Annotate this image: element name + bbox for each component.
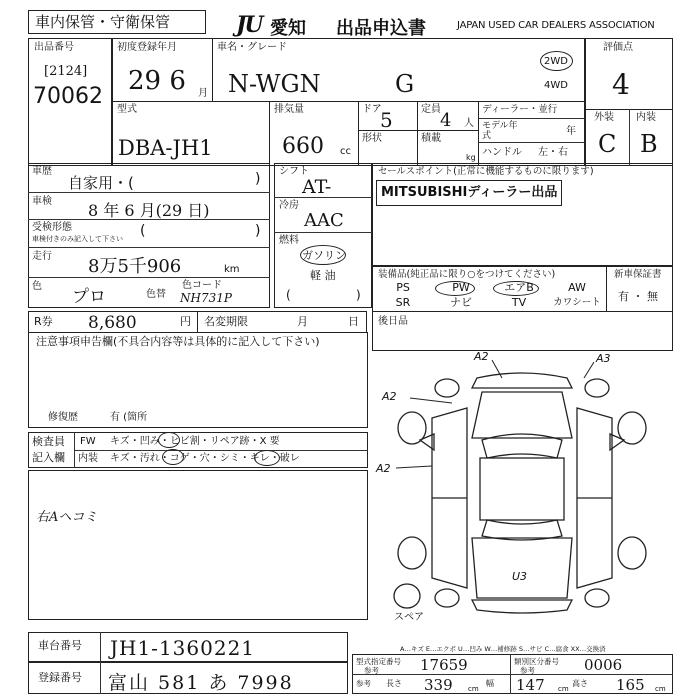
fw-label: FW <box>80 436 96 447</box>
model-year-unit: 年 <box>566 126 576 137</box>
color-value: プロ <box>72 287 106 307</box>
exterior-label: 外装 <box>594 112 614 123</box>
drive-2wd-option: 2WD <box>544 56 568 67</box>
equipment-item: AW <box>568 281 586 294</box>
score-label: 評価点 <box>603 42 633 53</box>
hood <box>472 392 572 438</box>
inspection-col-divider <box>74 432 75 468</box>
wheel-top-left <box>435 379 459 397</box>
damage-mark: A2 <box>382 390 397 403</box>
stain-circle-mark <box>254 450 280 466</box>
exterior-grade: C <box>598 130 617 158</box>
damage-pointer-2 <box>584 362 594 378</box>
width-value: 147 <box>516 676 545 694</box>
equipment-item: SR <box>395 296 411 309</box>
dimension-ref-label: 参考 <box>356 679 371 688</box>
width-label: 幅 <box>486 679 494 688</box>
storage-note: 車内保管・守衛保管 <box>28 10 206 34</box>
plate-label: 登録番号 <box>38 671 82 684</box>
fuel-gasoline-circle <box>300 245 346 265</box>
pw-circle <box>435 281 475 296</box>
name-change-label: 名変期限 <box>204 315 248 328</box>
vehicle-diagram <box>372 348 672 638</box>
dirt-circle-mark <box>162 449 184 465</box>
type-label: 型式 <box>117 104 137 115</box>
interior-grade: B <box>640 130 658 158</box>
selling-point-box <box>372 163 673 266</box>
equipment-item: ナビ <box>450 296 472 309</box>
handle-options: 左・右 <box>538 147 568 158</box>
payload-unit: kg <box>466 153 476 162</box>
lot-code: [2124] <box>44 64 88 79</box>
inspection-form-bracket-close: ) <box>255 223 261 239</box>
payload-label: 積載 <box>421 133 441 144</box>
damage-pointer-3 <box>410 398 452 403</box>
inspection-row-divider <box>74 450 368 451</box>
type-value: DBA-JH1 <box>118 136 213 160</box>
dealer-label: ディーラー・並行 <box>482 104 558 115</box>
damage-mark: A3 <box>596 352 611 365</box>
model-label: 車名・グレード <box>217 42 287 53</box>
fw-text: キズ・凹み・ヒビ割・リペア跡・X 要 <box>110 436 280 447</box>
chassis-divider <box>100 632 101 662</box>
spare-tire <box>394 584 420 608</box>
damage-legend: A…キズ E…エクボ U…凹み W…補修跡 S…サビ C…腐食 XX…交換済 <box>400 645 606 653</box>
displacement-unit: cc <box>340 146 351 157</box>
dent-circle-mark <box>158 432 180 448</box>
year-divider <box>478 142 585 143</box>
inspection-form-bracket: ( <box>140 223 146 239</box>
remarks-area <box>28 470 368 620</box>
capacity-value: 4 <box>440 110 452 131</box>
spec-label: 型式指定番号 <box>356 657 401 666</box>
fuel-bracket: ( <box>286 288 291 302</box>
damage-mark: A2 <box>474 350 489 363</box>
first-registration-label: 初度登録年月 <box>117 42 177 53</box>
shift-label: シフト <box>279 166 309 177</box>
name-change-month: 月 <box>297 315 308 328</box>
fuel-label: 燃料 <box>279 235 299 246</box>
interior-check-label: 内装 <box>78 453 98 464</box>
repair-history-label: 修復歴 <box>48 412 78 423</box>
recycle-label: R券 <box>34 315 53 328</box>
color-code-label: 色コード <box>182 280 222 291</box>
dealer-stamp: MITSUBISHIディーラー出品 <box>376 180 562 206</box>
drive-4wd-option: 4WD <box>544 80 568 91</box>
spec-ref-label: 参考 <box>364 666 379 675</box>
fuel-option-gasoline: ガソリン <box>302 249 346 262</box>
history-row-line-1 <box>28 192 270 193</box>
wheel-bottom-right <box>585 589 609 607</box>
model-year-label: モデル年式 <box>482 121 518 141</box>
rear-bumper <box>472 600 572 613</box>
first-registration-month-unit: 月 <box>198 88 208 99</box>
class-label: 類別区分番号 <box>514 657 559 666</box>
rear-window <box>482 520 562 540</box>
capacity-unit: 人 <box>464 118 474 129</box>
usage-label: 車歴 <box>32 166 52 177</box>
later-items-label: 後日品 <box>378 316 408 327</box>
spare-label: スペア <box>394 612 424 623</box>
spec-col-divider <box>510 654 511 694</box>
repair-history-options: 有 (箇所 <box>110 412 148 423</box>
name-change-day: 日 <box>348 315 359 328</box>
handle-label: ハンドル <box>482 147 522 158</box>
spec-mid-divider <box>352 674 673 675</box>
width-unit: cm <box>558 685 569 693</box>
damage-mark: A2 <box>376 462 391 475</box>
shift-row-line-2 <box>274 232 372 233</box>
grade-divider <box>629 109 630 166</box>
inspector-label: 検査員 <box>32 435 65 448</box>
inspection-form-label: 受検形態 <box>32 222 72 233</box>
wheel-front-left <box>398 412 426 444</box>
dealer-divider <box>478 118 585 119</box>
org-name: 愛知 <box>270 18 306 39</box>
warranty-label: 新車保証書 <box>614 269 662 280</box>
roof <box>480 458 564 520</box>
equipment-item: PW <box>452 281 470 294</box>
inspection-label: 車検 <box>32 196 52 207</box>
chassis-label: 車台番号 <box>38 639 82 652</box>
warranty-options: 有 ・ 無 <box>618 290 658 303</box>
ju-logo: JU <box>236 12 262 38</box>
front-bumper <box>472 373 572 388</box>
equipment-grid <box>374 281 606 311</box>
inspection-value: 8 年 6 月(29 日) <box>88 201 210 220</box>
shift-value: AT- <box>302 176 332 198</box>
interior-label: 内装 <box>636 112 656 123</box>
height-label: 高さ <box>572 679 588 688</box>
drive-2wd-circle <box>540 51 573 71</box>
selling-point-title: セールスポイント(正常に機能するものに限ります) <box>378 166 594 177</box>
equipment-item: エアB <box>504 281 534 294</box>
spec-number: 17659 <box>420 656 468 674</box>
equipment-item: カワシート <box>553 297 601 308</box>
color-change-label: 色替 <box>146 289 166 300</box>
notes-title: 注意事項申告欄(不具合内容等は具体的に記入して下さい) <box>36 335 320 348</box>
model-name: N-WGN <box>228 70 321 98</box>
rear-body <box>472 538 572 598</box>
entry-field-label: 記入欄 <box>32 451 65 464</box>
color-label: 色 <box>32 281 42 292</box>
later-items-box <box>372 311 673 351</box>
mileage-unit: km <box>224 264 240 275</box>
first-registration-value: 29 6 <box>128 66 186 96</box>
capacity-label: 定員 <box>421 104 441 115</box>
inspection-form-note: 車検付きのみ記入して下さい <box>32 235 123 243</box>
recycle-amount: 8,680 <box>88 313 137 333</box>
equipment-title: 装備品(純正品に限り○をつけてください) <box>378 269 556 280</box>
handwritten-remark: 右Aヘコミ <box>36 510 98 525</box>
chassis-number: JH1-1360221 <box>110 636 256 660</box>
plate-divider <box>100 662 101 694</box>
wheel-bottom-left <box>435 589 459 607</box>
displacement-label: 排気量 <box>274 104 304 115</box>
history-row-line-3 <box>28 247 270 248</box>
score-value: 4 <box>612 68 630 101</box>
color-code-value: NH731P <box>180 291 232 305</box>
lot-number-label: 出品番号 <box>34 42 74 53</box>
wheel-top-right <box>585 379 609 397</box>
form-title: 出品申込書 <box>336 18 426 39</box>
height-unit: cm <box>655 685 666 693</box>
shape-label: 形状 <box>362 133 382 144</box>
mileage-label: 走行 <box>32 251 52 262</box>
damage-pointer-4 <box>396 466 432 468</box>
usage-close: ) <box>255 171 261 187</box>
fuel-option-diesel: 軽 油 <box>310 269 336 282</box>
lot-number: 70062 <box>33 84 103 109</box>
recycle-yen: 円 <box>180 315 191 328</box>
fuel-bracket-close: ) <box>356 288 361 302</box>
model-grade: G <box>395 70 415 98</box>
airbag-circle <box>493 281 539 296</box>
doors-value: 5 <box>380 108 393 132</box>
class-number: 0006 <box>584 656 623 674</box>
wheel-rear-right <box>618 537 646 569</box>
class-ref-label: 参考 <box>520 666 535 675</box>
displacement-value: 660 <box>282 134 324 159</box>
wheel-rear-left <box>398 537 426 569</box>
plate-number: 富山 581 あ 7998 <box>108 672 294 694</box>
length-unit: cm <box>468 685 479 693</box>
equipment-item: TV <box>511 296 527 309</box>
length-value: 339 <box>424 676 453 694</box>
interior-check-text: キズ・汚れ・コゲ・穴・シミ・キレ・破レ <box>110 453 300 464</box>
usage-value: 自家用・( <box>68 174 134 192</box>
damage-mark: U3 <box>512 570 528 583</box>
length-label: 長さ <box>386 679 402 688</box>
height-value: 165 <box>616 676 645 694</box>
association-name: JAPAN USED CAR DEALERS ASSOCIATION <box>457 20 655 31</box>
doors-label: ドア <box>362 104 382 115</box>
equipment-item: PS <box>396 281 410 294</box>
ac-label: 冷房 <box>279 200 299 211</box>
mileage-value: 8万5千906 <box>88 256 182 277</box>
wheel-front-right <box>618 412 646 444</box>
ac-value: AAC <box>304 210 344 231</box>
